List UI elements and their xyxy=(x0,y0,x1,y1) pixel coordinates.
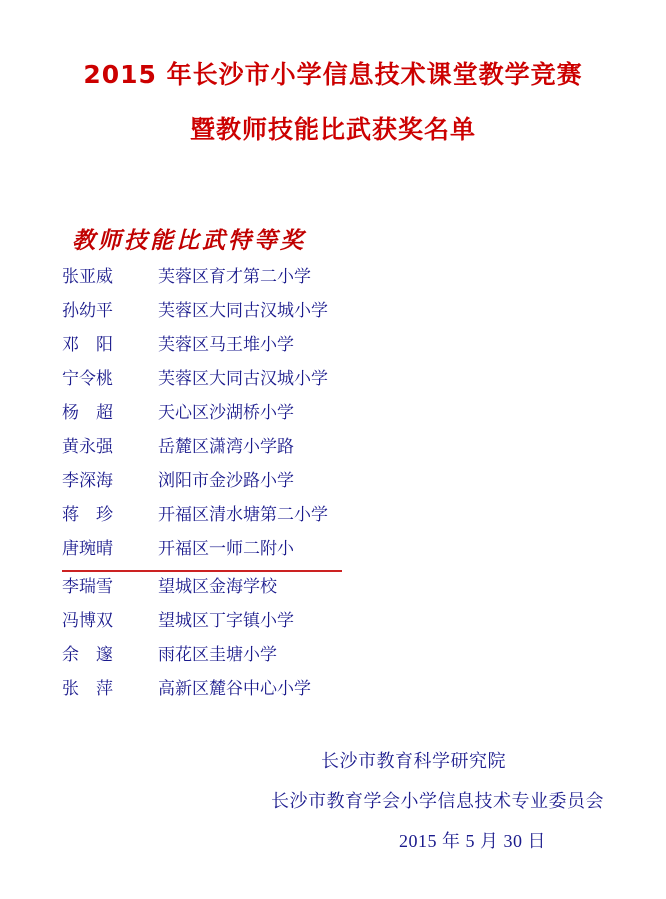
winner-name: 张 萍 xyxy=(62,679,113,698)
winner-name: 邓 阳 xyxy=(62,335,113,354)
winner-name: 宁令桃 xyxy=(62,369,113,388)
winner-row xyxy=(62,466,582,500)
winner-school: 芙蓉区大同古汉城小学 xyxy=(158,369,328,388)
winner-school: 芙蓉区大同古汉城小学 xyxy=(158,301,328,320)
winner-school: 开福区一师二附小 xyxy=(158,539,294,558)
winner-row xyxy=(62,534,342,572)
winner-school: 雨花区圭塘小学 xyxy=(158,645,277,664)
document-footer xyxy=(0,752,666,850)
winner-list xyxy=(62,262,582,708)
winner-school: 天心区沙湖桥小学 xyxy=(158,403,294,422)
winner-school: 望城区丁字镇小学 xyxy=(158,611,294,630)
footer-organization-1: 长沙市教育科学研究院 xyxy=(321,751,506,771)
winner-school: 开福区清水塘第二小学 xyxy=(158,505,328,524)
winner-name: 张亚威 xyxy=(62,267,113,286)
winner-school: 芙蓉区育才第二小学 xyxy=(158,267,311,286)
winner-row xyxy=(62,262,582,296)
winner-name: 李瑞雪 xyxy=(62,577,113,596)
winner-school: 高新区麓谷中心小学 xyxy=(158,679,311,698)
footer-organization-2: 长沙市教育学会小学信息技术专业委员会 xyxy=(271,791,604,811)
title-line-2: 暨教师技能比武获奖名单 xyxy=(189,115,476,144)
winner-row xyxy=(62,674,582,708)
winner-name: 孙幼平 xyxy=(62,301,113,320)
winner-row xyxy=(62,572,582,606)
winner-name: 蒋 珍 xyxy=(62,505,113,524)
winner-name: 余 邃 xyxy=(62,645,113,664)
winner-school: 岳麓区潇湾小学路 xyxy=(158,437,294,456)
winner-row xyxy=(62,398,582,432)
title-line-1: 2015 年长沙市小学信息技术课堂教学竞赛 xyxy=(83,60,583,89)
winner-name: 李深海 xyxy=(62,471,113,490)
footer-date: 2015 年 5 月 30 日 xyxy=(399,831,546,851)
winner-school: 芙蓉区马王堆小学 xyxy=(158,335,294,354)
winner-row xyxy=(62,330,582,364)
winner-row xyxy=(62,640,582,674)
section-heading-special-prize: 教师技能比武特等奖 xyxy=(72,227,306,254)
winner-row xyxy=(62,500,582,534)
winner-row xyxy=(62,606,582,640)
winner-row xyxy=(62,296,582,330)
winner-name: 黄永强 xyxy=(62,437,113,456)
winner-name: 唐琬晴 xyxy=(62,539,113,558)
winner-school: 望城区金海学校 xyxy=(158,577,277,596)
winner-name: 冯博双 xyxy=(62,611,113,630)
document-title-block xyxy=(0,62,666,142)
winner-name: 杨 超 xyxy=(62,403,113,422)
winner-row xyxy=(62,432,582,466)
winner-school: 浏阳市金沙路小学 xyxy=(158,471,294,490)
winner-row xyxy=(62,364,582,398)
